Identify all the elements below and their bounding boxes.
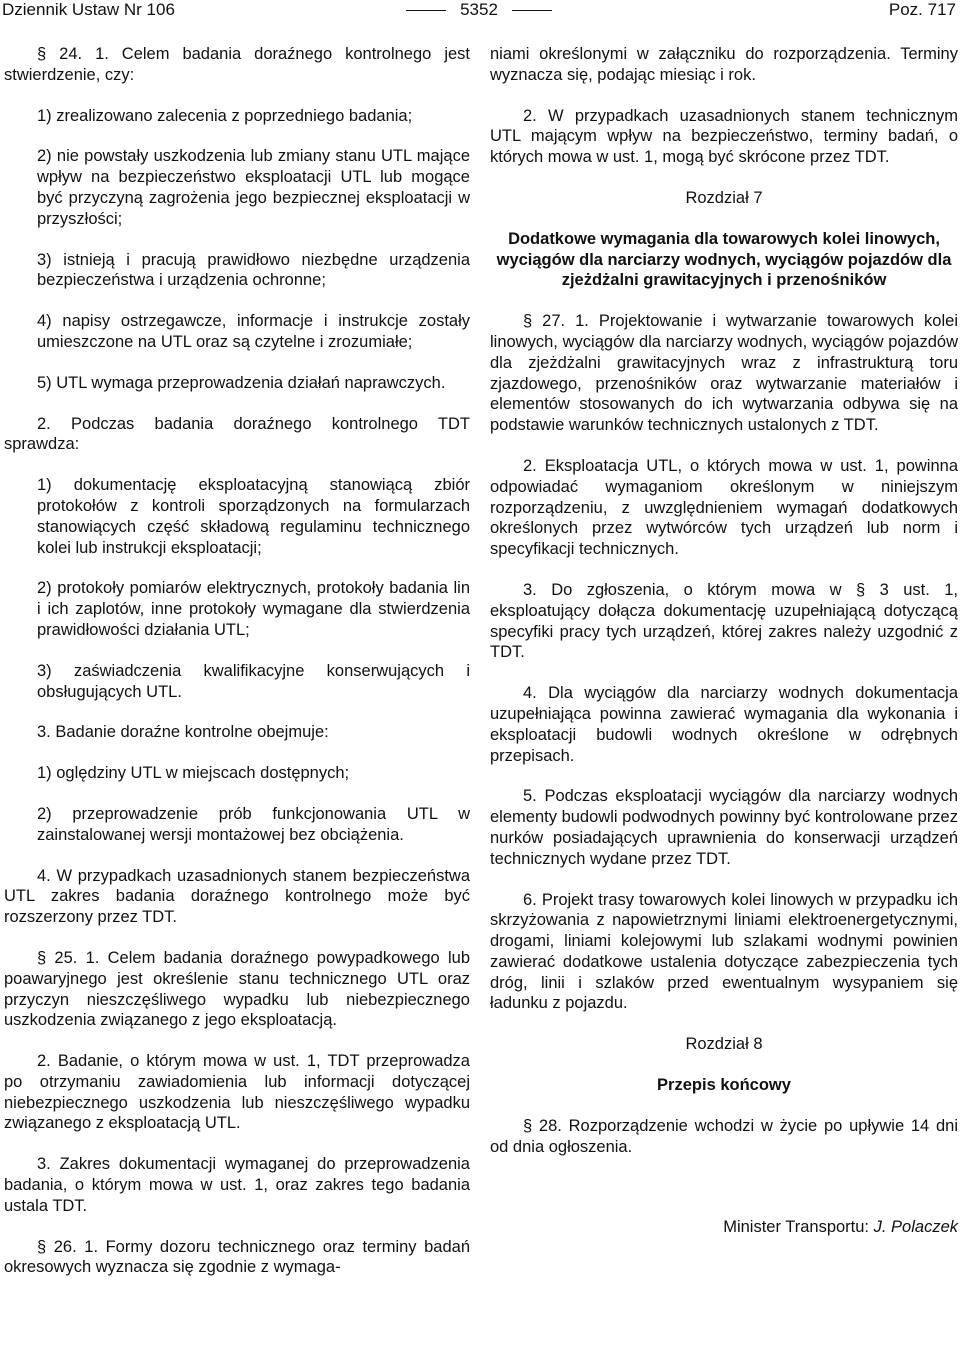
paragraph-24-3: 3. Badanie doraźne kontrolne obejmuje: <box>37 723 329 742</box>
signature-name: J. Polaczek <box>873 1218 958 1237</box>
page-number: 5352 <box>460 0 498 19</box>
chapter-7-heading: Rozdział 7 <box>685 188 763 207</box>
page-header <box>2 0 956 26</box>
signature <box>490 1217 958 1238</box>
list-item: 1) zrealizowano zalecenia z poprzedniego badania; <box>37 106 413 125</box>
list-item: 5) UTL wymaga przeprowadzenia działań naprawczych. <box>37 373 446 392</box>
right-column <box>490 44 958 1238</box>
paragraph-27-2: 2. Eksploatacja UTL, o których mowa w ust. 1, powinna odpowiadać wymaganiom określonym w niniejszym rozporządzeniu, z uwzględnieniem wymagań dodatkowych określonych przez wytwórców tych urządzeń lub norm i specyfikacji technicznych. <box>490 456 958 559</box>
dash-right <box>512 10 552 11</box>
list-item: 1) dokumentację eksploatacyjną stanowiącą zbiór protokołów z kontroli sporządzonych na formularzach stanowiących część składową regulaminu technicznego kolei lub instrukcji eksploatacji; <box>37 476 470 557</box>
paragraph-25-3: 3. Zakres dokumentacji wymaganej do przeprowadzenia badania, o którym mowa w ust. 1, oraz zakres tego badania ustala TDT. <box>4 1155 470 1215</box>
journal-title: Dziennik Ustaw Nr 106 <box>2 0 175 19</box>
paragraph-26-2: 2. W przypadkach uzasadnionych stanem technicznym UTL mającym wpływ na bezpieczeństwo, terminy badań, o których mowa w ust. 1, mogą być skrócone przez TDT. <box>490 106 958 167</box>
page-number-block <box>2 0 956 21</box>
paragraph-27-3: 3. Do zgłoszenia, o którym mowa w § 3 ust. 1, eksploatujący dołącza dokumentację uzupełniającą dotyczącą specyfiki pracy tych urządzeń, której zakres należy uzgodnić z TDT. <box>490 580 958 662</box>
paragraph-27-6: 6. Projekt trasy towarowych kolei linowych w przypadku ich skrzyżowania z napowietrznymi liniami elektroenergetycznymi, drogami, liniami kolejowymi lub szlakami wodnymi powinien zawierać dodatkowe ustalenia dotyczące zabezpieczenia tych dróg, linii i szlaków przed ewentualnym wysypaniem się ładunku z pojazdu. <box>490 890 958 1013</box>
chapter-8-title: Przepis końcowy <box>657 1076 791 1095</box>
signature-role: Minister Transportu: <box>723 1218 870 1237</box>
list-item: 4) napisy ostrzegawcze, informacje i instrukcje zostały umieszczone na UTL oraz są czytelne i zrozumiałe; <box>37 312 470 351</box>
list-item: 3) istnieją i pracują prawidłowo niezbędne urządzenia bezpieczeństwa i urządzenia ochronne; <box>37 250 470 290</box>
paragraph-26-1: § 26. 1. Formy dozoru technicznego oraz terminy badań okresowych wyznacza się zgodnie z wymaga- <box>4 1237 470 1277</box>
chapter-8-heading: Rozdział 8 <box>685 1035 763 1054</box>
paragraph-27-1: § 27. 1. Projektowanie i wytwarzanie towarowych kolei linowych, wyciągów dla narciarzy wodnych, wyciągów pojazdów dla zjeżdżalni grawitacyjnych wraz z infrastrukturą toru zjazdowego, przenośników oraz wytwarzanie materiałów i elementów stosowanych do ich wytwarzania odbywa się na podstawie warunków technicznych ustalonych z TDT. <box>490 312 958 435</box>
chapter-7-title: Dodatkowe wymagania dla towarowych kolei linowych, wyciągów dla narciarzy wodnych, wyciągów pojazdów dla zjeżdżalni grawitacyjnych i przenośników <box>496 229 952 290</box>
list-item: 2) nie powstały uszkodzenia lub zmiany stanu UTL mające wpływ na bezpieczeństwo eksploatacji UTL lub mogące być przyczyną zagrożenia jego bezpiecznej eksploatacji w przyszłości; <box>37 147 470 228</box>
list-item: 1) oględziny UTL w miejscach dostępnych; <box>37 764 350 783</box>
paragraph-25-2: 2. Badanie, o którym mowa w ust. 1, TDT przeprowadza po otrzymaniu zawiadomienia lub informacji dotyczącej niebezpiecznego uszkodzenia lub nieszczęśliwego wypadku związanego z eksploatacją UTL. <box>4 1052 470 1133</box>
paragraph-24-2: 2. Podczas badania doraźnego kontrolnego TDT sprawdza: <box>4 414 470 454</box>
paragraph-24-1: § 24. 1. Celem badania doraźnego kontrolnego jest stwierdzenie, czy: <box>4 45 470 84</box>
dash-left <box>406 10 446 11</box>
position-number: Poz. 717 <box>888 0 956 19</box>
paragraph-28: § 28. Rozporządzenie wchodzi w życie po upływie 14 dni od dnia ogłoszenia. <box>490 1116 958 1156</box>
paragraph-27-4: 4. Dla wyciągów dla narciarzy wodnych dokumentacja uzupełniająca powinna zawierać wymagania dla wykonania i eksploatacji budowli wodnych określone w odrębnych przepisach. <box>490 684 958 765</box>
list-item: 2) przeprowadzenie prób funkcjonowania UTL w zainstalowanej wersji montażowej bez obciążenia. <box>37 804 470 844</box>
list-item: 2) protokoły pomiarów elektrycznych, protokoły badania lin i ich zaplotów, inne protokoły wymagane dla stwierdzenia prawidłowości działania UTL; <box>37 579 470 639</box>
paragraph-27-5: 5. Podczas eksploatacji wyciągów dla narciarzy wodnych elementy budowli podwodnych powinny być kontrolowane przez nurków posiadających uprawnienia do konserwacji urządzeń technicznych wydane przez TDT. <box>490 787 958 868</box>
left-column <box>4 44 470 1298</box>
paragraph-25-1: § 25. 1. Celem badania doraźnego powypadkowego lub poawaryjnego jest określenie stanu technicznego UTL oraz przyczyn nieszczęśliwego wypadku lub niebezpiecznego uszkodzenia związanego z jego eksploatacją. <box>4 948 470 1030</box>
paragraph-26-1-continued: niami określonymi w załączniku do rozporządzenia. Terminy wyznacza się, podając miesiąc i rok. <box>490 45 958 84</box>
paragraph-24-4: 4. W przypadkach uzasadnionych stanem bezpieczeństwa UTL zakres badania doraźnego kontrolnego może być rozszerzony przez TDT. <box>4 866 470 927</box>
list-item: 3) zaświadczenia kwalifikacyjne konserwujących i obsługujących UTL. <box>37 661 470 701</box>
